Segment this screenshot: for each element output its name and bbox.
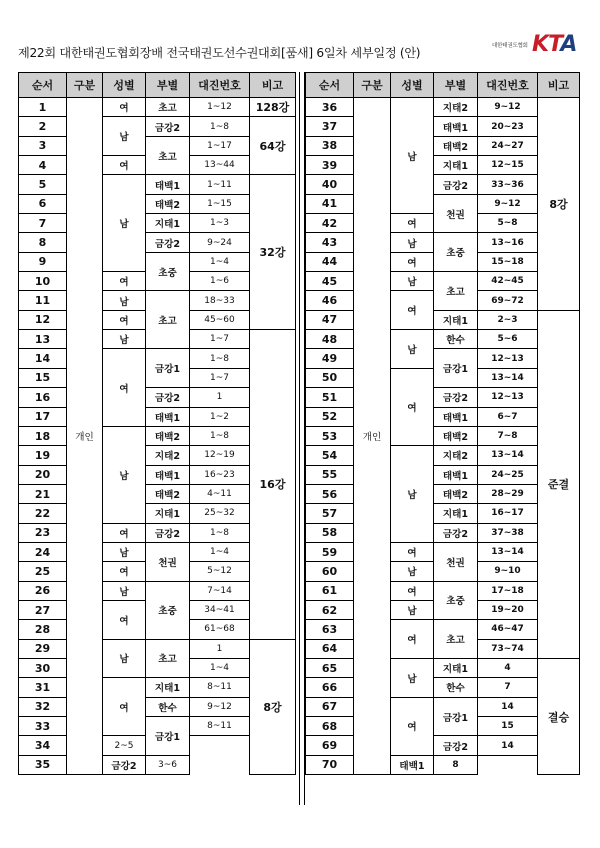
seq-cell: 49 <box>306 349 354 368</box>
seq-cell: 30 <box>19 658 67 677</box>
gender-cell: 남 <box>391 600 434 619</box>
division-cell: 금강1 <box>434 697 478 736</box>
bracket-range-cell: 14 <box>478 736 538 755</box>
division-cell: 태백1 <box>434 407 478 426</box>
gender-cell: 여 <box>391 542 434 561</box>
gender-cell: 여 <box>103 272 146 291</box>
bracket-range-cell: 20~23 <box>478 117 538 136</box>
header-group: 구분 <box>354 73 391 98</box>
bracket-range-cell: 13~14 <box>478 368 538 387</box>
seq-cell: 44 <box>306 252 354 271</box>
gender-cell: 남 <box>391 272 434 291</box>
division-cell: 금강2 <box>146 117 190 136</box>
bracket-range-cell: 69~72 <box>478 291 538 310</box>
seq-cell: 2 <box>19 117 67 136</box>
seq-cell: 3 <box>19 136 67 155</box>
bracket-range-cell: 1~4 <box>190 252 250 271</box>
division-cell: 초중 <box>146 252 190 291</box>
bracket-range-cell: 14 <box>478 697 538 716</box>
division-cell: 금강2 <box>434 388 478 407</box>
seq-cell: 67 <box>306 697 354 716</box>
division-cell: 태백2 <box>434 484 478 503</box>
bracket-range-cell: 1~4 <box>190 542 250 561</box>
seq-cell: 26 <box>19 581 67 600</box>
bracket-range-cell: 1~15 <box>190 194 250 213</box>
bracket-range-cell: 42~45 <box>478 272 538 291</box>
division-cell: 태백2 <box>146 484 190 503</box>
bracket-range-cell: 12~13 <box>478 349 538 368</box>
seq-cell: 54 <box>306 446 354 465</box>
gender-cell: 남 <box>103 581 146 600</box>
bracket-range-cell: 7 <box>478 678 538 697</box>
seq-cell: 55 <box>306 465 354 484</box>
division-cell: 한수 <box>434 330 478 349</box>
division-cell: 금강2 <box>146 388 190 407</box>
division-cell: 초중 <box>434 233 478 272</box>
seq-cell: 8 <box>19 233 67 252</box>
seq-cell: 59 <box>306 542 354 561</box>
division-cell: 금강2 <box>103 755 146 774</box>
logo-letter-a: A <box>560 32 577 57</box>
seq-cell: 31 <box>19 678 67 697</box>
bracket-range-cell: 13~14 <box>478 542 538 561</box>
gender-cell: 여 <box>391 620 434 659</box>
bracket-range-cell: 8~11 <box>190 717 250 736</box>
bracket-range-cell: 13~44 <box>190 156 250 175</box>
bracket-range-cell: 18~33 <box>190 291 250 310</box>
round-note-cell: 결승 <box>538 658 580 774</box>
division-cell: 한수 <box>434 678 478 697</box>
round-note-cell: 8강 <box>250 639 296 774</box>
seq-cell: 40 <box>306 175 354 194</box>
division-cell: 초고 <box>434 620 478 659</box>
bracket-range-cell: 5~12 <box>190 562 250 581</box>
bracket-range-cell: 5~6 <box>478 330 538 349</box>
division-cell: 태백1 <box>434 117 478 136</box>
seq-cell: 52 <box>306 407 354 426</box>
table-row <box>19 639 296 658</box>
seq-cell: 14 <box>19 349 67 368</box>
division-cell: 지태1 <box>146 214 190 233</box>
header-note: 비고 <box>250 73 296 98</box>
seq-cell: 48 <box>306 330 354 349</box>
round-note-cell: 8강 <box>538 98 580 311</box>
division-cell: 금강2 <box>146 233 190 252</box>
bracket-range-cell: 19~20 <box>478 600 538 619</box>
bracket-range-cell: 1~4 <box>190 658 250 677</box>
bracket-range-cell: 9~12 <box>478 98 538 117</box>
bracket-range-cell: 16~23 <box>190 465 250 484</box>
gender-cell: 여 <box>103 310 146 329</box>
gender-cell: 여 <box>391 291 434 330</box>
bracket-range-cell: 15 <box>478 717 538 736</box>
gender-cell: 남 <box>103 117 146 156</box>
bracket-range-cell: 17~18 <box>478 581 538 600</box>
bracket-range-cell: 8 <box>434 755 478 774</box>
bracket-range-cell: 13~16 <box>478 233 538 252</box>
gender-cell: 남 <box>391 658 434 697</box>
bracket-range-cell: 8~11 <box>190 678 250 697</box>
division-cell: 태백1 <box>146 175 190 194</box>
seq-cell: 70 <box>306 755 354 774</box>
division-cell: 지태1 <box>434 504 478 523</box>
seq-cell: 24 <box>19 542 67 561</box>
division-cell: 천권 <box>434 542 478 581</box>
seq-cell: 37 <box>306 117 354 136</box>
seq-cell: 12 <box>19 310 67 329</box>
division-cell: 태백1 <box>391 755 434 774</box>
gender-cell: 여 <box>103 600 146 639</box>
division-cell: 지태1 <box>146 678 190 697</box>
seq-cell: 6 <box>19 194 67 213</box>
division-cell: 지태1 <box>434 658 478 677</box>
round-note-cell: 준결 <box>538 310 580 658</box>
logo-mark <box>532 32 576 57</box>
logo-letter-t: T <box>548 32 561 57</box>
bracket-range-cell: 46~47 <box>478 620 538 639</box>
division-cell: 초고 <box>146 136 190 175</box>
bracket-range-cell: 5~8 <box>478 214 538 233</box>
division-cell: 태백2 <box>434 426 478 445</box>
gender-cell: 남 <box>103 542 146 561</box>
gender-cell: 여 <box>103 349 146 426</box>
bracket-range-cell: 45~60 <box>190 310 250 329</box>
table-row <box>19 175 296 194</box>
bracket-range-cell: 9~10 <box>478 562 538 581</box>
table-row <box>306 98 580 117</box>
gender-cell: 남 <box>391 330 434 369</box>
round-note-cell: 64강 <box>250 117 296 175</box>
gender-cell: 남 <box>391 562 434 581</box>
round-note-cell: 16강 <box>250 330 296 640</box>
seq-cell: 53 <box>306 426 354 445</box>
logo-org-name: 대한태권도협회 <box>492 43 528 49</box>
bracket-range-cell: 25~32 <box>190 504 250 523</box>
bracket-range-cell: 28~29 <box>478 484 538 503</box>
table-row <box>306 658 580 677</box>
division-cell: 한수 <box>146 697 190 716</box>
bracket-range-cell: 13~14 <box>478 446 538 465</box>
header-row <box>19 73 296 98</box>
bracket-range-cell: 73~74 <box>478 639 538 658</box>
seq-cell: 25 <box>19 562 67 581</box>
division-cell: 초고 <box>146 98 190 117</box>
division-cell: 지태2 <box>434 446 478 465</box>
bracket-range-cell: 1~3 <box>190 214 250 233</box>
seq-cell: 17 <box>19 407 67 426</box>
division-cell: 태백1 <box>146 465 190 484</box>
seq-cell: 58 <box>306 523 354 542</box>
bracket-range-cell: 1~12 <box>190 98 250 117</box>
division-cell: 천권 <box>146 542 190 581</box>
seq-cell: 33 <box>19 717 67 736</box>
bracket-range-cell: 1~6 <box>190 272 250 291</box>
seq-cell: 57 <box>306 504 354 523</box>
division-cell: 초고 <box>146 639 190 678</box>
seq-cell: 32 <box>19 697 67 716</box>
schedule-table-right <box>305 72 580 775</box>
bracket-range-cell: 33~36 <box>478 175 538 194</box>
bracket-range-cell: 4 <box>478 658 538 677</box>
division-cell: 금강2 <box>146 523 190 542</box>
seq-cell: 56 <box>306 484 354 503</box>
bracket-range-cell: 16~17 <box>478 504 538 523</box>
gender-cell: 여 <box>391 252 434 271</box>
table-row <box>19 117 296 136</box>
bracket-range-cell: 2~3 <box>478 310 538 329</box>
bracket-range-cell: 1~8 <box>190 426 250 445</box>
bracket-range-cell: 1 <box>190 388 250 407</box>
bracket-range-cell: 24~25 <box>478 465 538 484</box>
seq-cell: 11 <box>19 291 67 310</box>
bracket-range-cell: 1~11 <box>190 175 250 194</box>
bracket-range-cell: 9~24 <box>190 233 250 252</box>
round-note-cell: 32강 <box>250 175 296 330</box>
division-cell: 지태1 <box>434 310 478 329</box>
seq-cell: 45 <box>306 272 354 291</box>
seq-cell: 62 <box>306 600 354 619</box>
gender-cell: 여 <box>103 678 146 736</box>
bracket-range-cell: 34~41 <box>190 600 250 619</box>
gender-cell: 남 <box>391 98 434 214</box>
division-cell: 태백2 <box>434 136 478 155</box>
seq-cell: 42 <box>306 214 354 233</box>
seq-cell: 19 <box>19 446 67 465</box>
header-division: 부별 <box>146 73 190 98</box>
table-row <box>306 310 580 329</box>
gender-cell: 남 <box>103 426 146 523</box>
seq-cell: 38 <box>306 136 354 155</box>
gender-cell: 여 <box>391 697 434 755</box>
division-cell: 금강2 <box>434 175 478 194</box>
gender-cell: 남 <box>103 639 146 678</box>
seq-cell: 66 <box>306 678 354 697</box>
seq-cell: 46 <box>306 291 354 310</box>
header-group: 구분 <box>67 73 103 98</box>
bracket-range-cell: 1~8 <box>190 349 250 368</box>
bracket-range-cell: 7~8 <box>478 426 538 445</box>
seq-cell: 36 <box>306 98 354 117</box>
bracket-range-cell: 4~11 <box>190 484 250 503</box>
division-cell: 금강1 <box>146 717 190 756</box>
bracket-range-cell: 9~12 <box>190 697 250 716</box>
seq-cell: 60 <box>306 562 354 581</box>
kta-logo <box>492 30 588 60</box>
seq-cell: 4 <box>19 156 67 175</box>
gender-cell: 여 <box>391 581 434 600</box>
seq-cell: 43 <box>306 233 354 252</box>
division-cell: 지태1 <box>434 156 478 175</box>
seq-cell: 61 <box>306 581 354 600</box>
bracket-range-cell: 12~15 <box>478 156 538 175</box>
bracket-range-cell: 1~2 <box>190 407 250 426</box>
header-seq: 순서 <box>19 73 67 98</box>
header-gender: 성별 <box>103 73 146 98</box>
bracket-range-cell: 1~7 <box>190 368 250 387</box>
division-cell: 태백1 <box>434 465 478 484</box>
seq-cell: 5 <box>19 175 67 194</box>
division-cell: 금강2 <box>434 523 478 542</box>
gender-cell: 남 <box>103 330 146 349</box>
division-cell: 태백1 <box>146 407 190 426</box>
division-cell: 초중 <box>434 581 478 620</box>
division-cell: 초고 <box>146 291 190 349</box>
header-gender: 성별 <box>391 73 434 98</box>
seq-cell: 69 <box>306 736 354 755</box>
seq-cell: 27 <box>19 600 67 619</box>
round-note-cell: 128강 <box>250 98 296 117</box>
bracket-range-cell: 12~13 <box>478 388 538 407</box>
gender-cell: 여 <box>103 562 146 581</box>
seq-cell: 10 <box>19 272 67 291</box>
seq-cell: 13 <box>19 330 67 349</box>
seq-cell: 64 <box>306 639 354 658</box>
schedule-table-left <box>18 72 296 775</box>
division-cell: 천권 <box>434 194 478 233</box>
seq-cell: 9 <box>19 252 67 271</box>
bracket-range-cell: 12~19 <box>190 446 250 465</box>
division-cell: 지태1 <box>146 504 190 523</box>
seq-cell: 7 <box>19 214 67 233</box>
gender-cell: 여 <box>391 368 434 445</box>
document-title: 제22회 대한태권도협회장배 전국태권도선수권대회[품새] 6일차 세부일정 (안) <box>18 46 421 60</box>
seq-cell: 28 <box>19 620 67 639</box>
seq-cell: 65 <box>306 658 354 677</box>
seq-cell: 51 <box>306 388 354 407</box>
seq-cell: 35 <box>19 755 67 774</box>
division-cell: 태백2 <box>146 426 190 445</box>
seq-cell: 15 <box>19 368 67 387</box>
group-cell: 개인 <box>67 98 103 775</box>
header-division: 부별 <box>434 73 478 98</box>
division-cell: 초중 <box>146 581 190 639</box>
seq-cell: 21 <box>19 484 67 503</box>
header-range: 대진번호 <box>190 73 250 98</box>
gender-cell: 여 <box>103 156 146 175</box>
division-cell: 지태2 <box>146 446 190 465</box>
bracket-range-cell: 1~8 <box>190 523 250 542</box>
gender-cell: 남 <box>391 233 434 252</box>
bracket-range-cell: 37~38 <box>478 523 538 542</box>
header-note: 비고 <box>538 73 580 98</box>
gender-cell: 남 <box>103 291 146 310</box>
bracket-range-cell: 1~7 <box>190 330 250 349</box>
seq-cell: 16 <box>19 388 67 407</box>
division-cell: 초고 <box>434 272 478 311</box>
bracket-range-cell: 3~6 <box>146 755 190 774</box>
bracket-range-cell: 15~18 <box>478 252 538 271</box>
division-cell: 금강1 <box>434 349 478 388</box>
seq-cell: 1 <box>19 98 67 117</box>
seq-cell: 34 <box>19 736 67 755</box>
division-cell: 금강2 <box>434 736 478 755</box>
logo-letter-k: K <box>532 32 549 57</box>
seq-cell: 47 <box>306 310 354 329</box>
table-row <box>19 98 296 117</box>
gender-cell: 여 <box>103 523 146 542</box>
seq-cell: 39 <box>306 156 354 175</box>
header-row <box>306 73 580 98</box>
seq-cell: 18 <box>19 426 67 445</box>
bracket-range-cell: 61~68 <box>190 620 250 639</box>
division-cell: 금강1 <box>146 349 190 388</box>
header-seq: 순서 <box>306 73 354 98</box>
bracket-range-cell: 1 <box>190 639 250 658</box>
bracket-range-cell: 6~7 <box>478 407 538 426</box>
group-cell: 개인 <box>354 98 391 775</box>
header-range: 대진번호 <box>478 73 538 98</box>
bracket-range-cell: 2~5 <box>103 736 146 755</box>
seq-cell: 50 <box>306 368 354 387</box>
seq-cell: 20 <box>19 465 67 484</box>
bracket-range-cell: 1~8 <box>190 117 250 136</box>
seq-cell: 22 <box>19 504 67 523</box>
bracket-range-cell: 9~12 <box>478 194 538 213</box>
bracket-range-cell: 24~27 <box>478 136 538 155</box>
gender-cell: 남 <box>391 446 434 543</box>
division-cell: 지태2 <box>434 98 478 117</box>
bracket-range-cell: 7~14 <box>190 581 250 600</box>
seq-cell: 41 <box>306 194 354 213</box>
seq-cell: 68 <box>306 717 354 736</box>
seq-cell: 63 <box>306 620 354 639</box>
gender-cell: 남 <box>103 175 146 272</box>
gender-cell: 여 <box>391 214 434 233</box>
seq-cell: 23 <box>19 523 67 542</box>
bracket-range-cell: 1~17 <box>190 136 250 155</box>
gender-cell: 여 <box>103 98 146 117</box>
division-cell: 태백2 <box>146 194 190 213</box>
seq-cell: 29 <box>19 639 67 658</box>
